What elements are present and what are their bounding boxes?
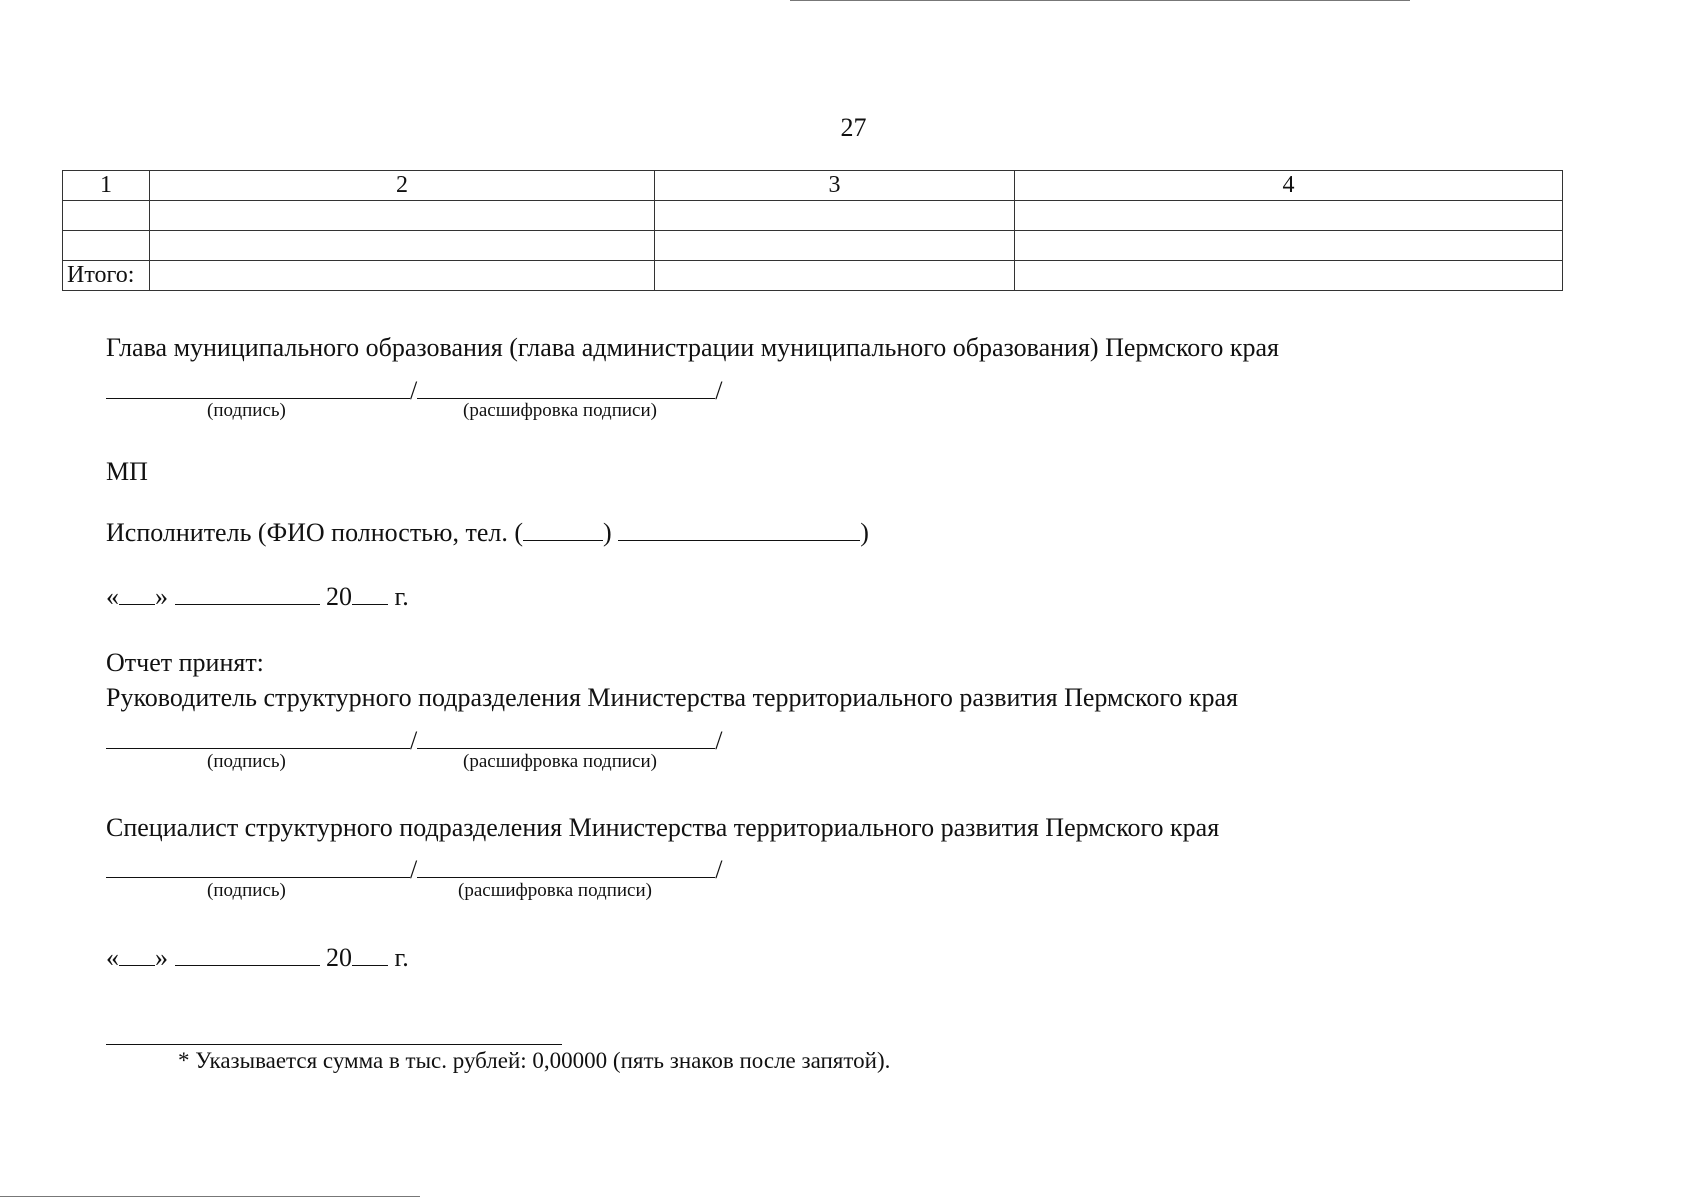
stamp-label: МП xyxy=(106,457,148,486)
year-blank xyxy=(352,943,388,966)
scan-edge-top xyxy=(790,0,1410,1)
date-line-2 xyxy=(106,943,409,973)
signature-line-1: / / xyxy=(106,372,722,402)
table-cell xyxy=(150,231,655,261)
signature-blank xyxy=(106,722,410,749)
signature-caption: (подпись) xyxy=(207,751,286,772)
month-blank xyxy=(175,582,320,605)
table-cell xyxy=(1015,231,1563,261)
day-blank xyxy=(119,943,155,966)
table-total-row xyxy=(63,261,1563,291)
footnote-rule xyxy=(106,1044,562,1045)
table-header-cell: 2 xyxy=(150,171,655,201)
scan-edge-bottom xyxy=(0,1196,420,1197)
month-blank xyxy=(175,943,320,966)
year-suffix: г. xyxy=(394,943,409,972)
signature-line-2: / / xyxy=(106,722,722,752)
specialist-structural-title: Специалист структурного подразделения Министерства территориального развития Пермского края xyxy=(106,813,1220,842)
decode-blank xyxy=(417,851,715,878)
accepted-label: Отчет принят: xyxy=(106,648,264,677)
page-number: 27 xyxy=(840,113,867,142)
table-cell xyxy=(63,231,150,261)
quote-open: « xyxy=(106,943,119,972)
signature-blank xyxy=(106,851,410,878)
table-header-row xyxy=(63,171,1563,201)
table-cell xyxy=(150,201,655,231)
decode-caption: (расшифровка подписи) xyxy=(463,751,657,772)
date-line-1 xyxy=(106,582,409,612)
decode-blank xyxy=(417,722,715,749)
footnote: * Указывается сумма в тыс. рублей: 0,00000 (пять знаков после запятой). xyxy=(178,1048,891,1073)
signature-line-3: / / xyxy=(106,851,722,881)
year-suffix: г. xyxy=(394,582,409,611)
table-cell xyxy=(655,261,1015,291)
executor-line: Исполнитель (ФИО полностью, тел. ( ) ) xyxy=(106,518,869,547)
executor-label: Исполнитель (ФИО полностью, тел. ( xyxy=(106,518,524,547)
table-cell xyxy=(150,261,655,291)
quote-close: » xyxy=(155,943,168,972)
head-title: Глава муниципального образования (глава администрации муниципального образования) Пермского края xyxy=(106,333,1279,362)
decode-caption: (расшифровка подписи) xyxy=(463,400,657,421)
total-label: Итого: xyxy=(63,261,150,291)
head-structural-title: Руководитель структурного подразделения Министерства территориального развития Пермского края xyxy=(106,683,1238,712)
table-header-cell: 3 xyxy=(655,171,1015,201)
decode-blank xyxy=(417,372,715,399)
table-header-cell: 4 xyxy=(1015,171,1563,201)
table-header-cell: 1 xyxy=(63,171,150,201)
day-blank xyxy=(119,582,155,605)
year-prefix: 20 xyxy=(326,943,352,972)
quote-close: » xyxy=(155,582,168,611)
table-cell xyxy=(655,231,1015,261)
year-blank xyxy=(352,582,388,605)
table-cell xyxy=(1015,201,1563,231)
signature-caption: (подпись) xyxy=(207,400,286,421)
decode-caption: (расшифровка подписи) xyxy=(458,880,652,901)
phone-code-blank xyxy=(523,518,603,541)
signature-blank xyxy=(106,372,410,399)
table-cell xyxy=(1015,261,1563,291)
year-prefix: 20 xyxy=(326,582,352,611)
quote-open: « xyxy=(106,582,119,611)
phone-number-blank xyxy=(618,518,860,541)
signature-caption: (подпись) xyxy=(207,880,286,901)
table-row xyxy=(63,231,1563,261)
table-cell xyxy=(63,201,150,231)
table-row xyxy=(63,201,1563,231)
report-table xyxy=(62,170,1563,291)
table-cell xyxy=(655,201,1015,231)
